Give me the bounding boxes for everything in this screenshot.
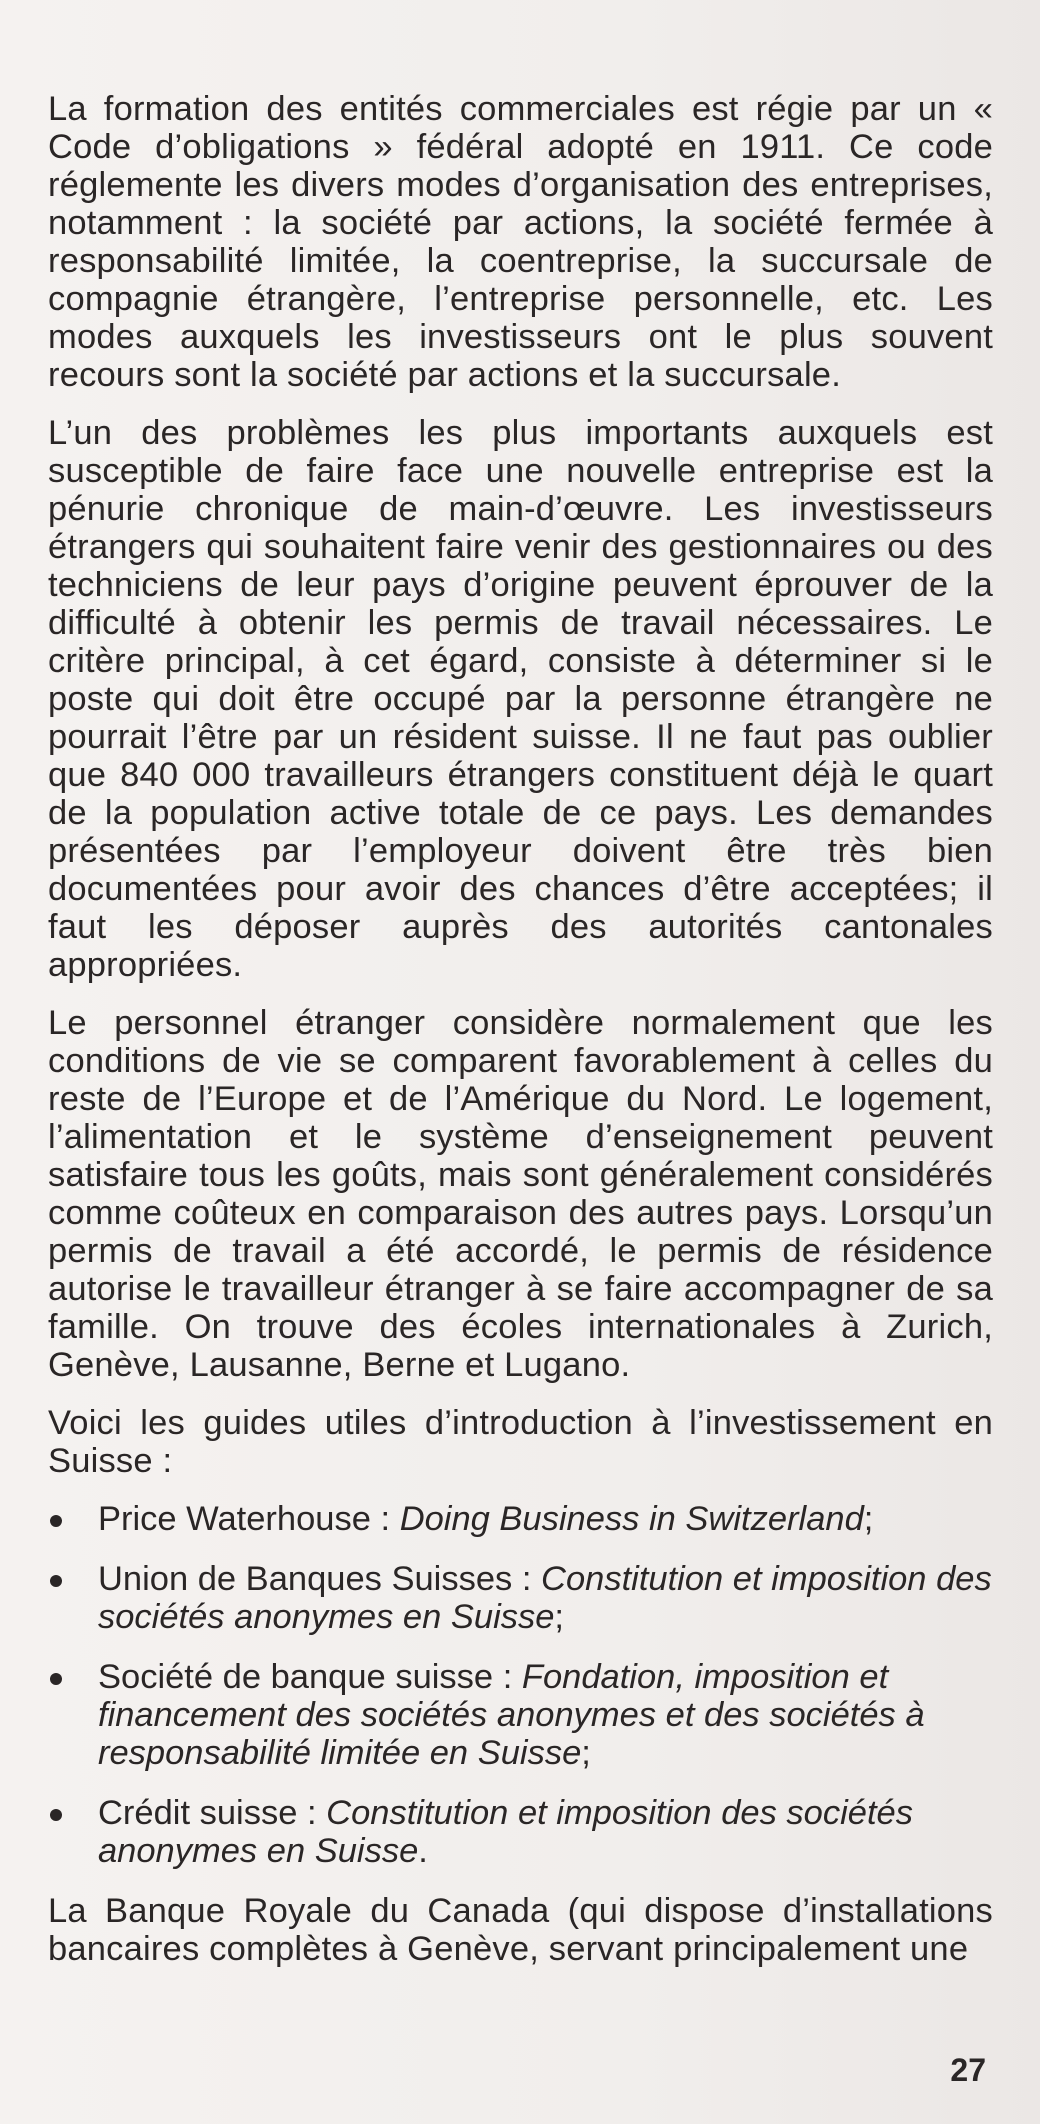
paragraph-royal-bank: La Banque Royale du Canada (qui dispose d’installations bancaires complètes à Genève, servant principalement une [48,1892,993,1968]
bullet-icon [50,1575,62,1587]
bullet-icon [50,1515,62,1527]
guide-title: Constitution et imposition des sociétés anonymes en Suisse [98,1794,913,1870]
guide-end-punctuation: . [418,1832,428,1870]
page-body [48,90,993,1988]
paragraph-living-conditions: Le personnel étranger considère normalement que les conditions de vie se comparent favorablement à celles du reste de l’Europe et de l’Amérique du Nord. Le logement, l’alimentation et le système d’enseignement peuvent satisfaire tous les goûts, mais sont généralement considérés comme coûteux en comparaison des autres pays. Lorsqu’un permis de travail a été accordé, le permis de résidence autorise le travailleur étranger à se faire accompagner de sa famille. On trouve des écoles internationales à Zurich, Genève, Lausanne, Berne et Lugano. [48,1004,993,1384]
page-number: 27 [950,2052,986,2088]
list-item [48,1560,993,1636]
bullet-icon [50,1673,62,1685]
paragraph-labour-shortage: L’un des problèmes les plus importants auxquels est susceptible de faire face une nouvelle entreprise est la pénurie chronique de main-d’œuvre. Les investisseurs étrangers qui souhaitent faire venir des gestionnaires ou des techniciens de leur pays d’origine peuvent éprouver de la difficulté à obtenir les permis de travail nécessaires. Le critère principal, à cet égard, consiste à déterminer si le poste qui doit être occupé par la personne étrangère ne pourrait l’être par un résident suisse. Il ne faut pas oublier que 840 000 travailleurs étrangers constituent déjà le quart de la population active totale de ce pays. Les demandes présentées par l’employeur doivent être très bien documentées pour avoir des chances d’être acceptées; il faut les déposer auprès des autorités cantonales appropriées. [48,414,993,984]
list-item [48,1794,993,1870]
guide-title: Doing Business in Switzerland [399,1500,864,1538]
guide-source: Crédit suisse : [98,1794,327,1832]
guide-source: Union de Banques Suisses : [98,1560,542,1598]
guide-source: Price Waterhouse : [98,1500,400,1538]
list-item [48,1658,993,1772]
guides-list [48,1500,993,1870]
guide-end-punctuation: ; [581,1734,591,1772]
guide-title: Constitution et imposition des sociétés anonymes en Suisse [98,1560,992,1636]
guide-title: Fondation, imposition et financement des sociétés anonymes et des sociétés à responsabilité limitée en Suisse [98,1658,925,1772]
guide-source: Société de banque suisse : [98,1658,522,1696]
paragraph-legal-entities: La formation des entités commerciales est régie par un « Code d’obligations » fédéral adopté en 1911. Ce code réglemente les divers modes d’organisation des entreprises, notamment : la société par actions, la société fermée à responsabilité limitée, la coentreprise, la succursale de compagnie étrangère, l’entreprise personnelle, etc. Les modes auxquels les investisseurs ont le plus souvent recours sont la société par actions et la succursale. [48,90,993,394]
bullet-icon [50,1809,62,1821]
paragraph-guides-intro: Voici les guides utiles d’introduction à l’investissement en Suisse : [48,1404,993,1480]
guide-end-punctuation: ; [554,1598,565,1636]
guide-end-punctuation: ; [863,1500,874,1538]
list-item [48,1500,993,1538]
